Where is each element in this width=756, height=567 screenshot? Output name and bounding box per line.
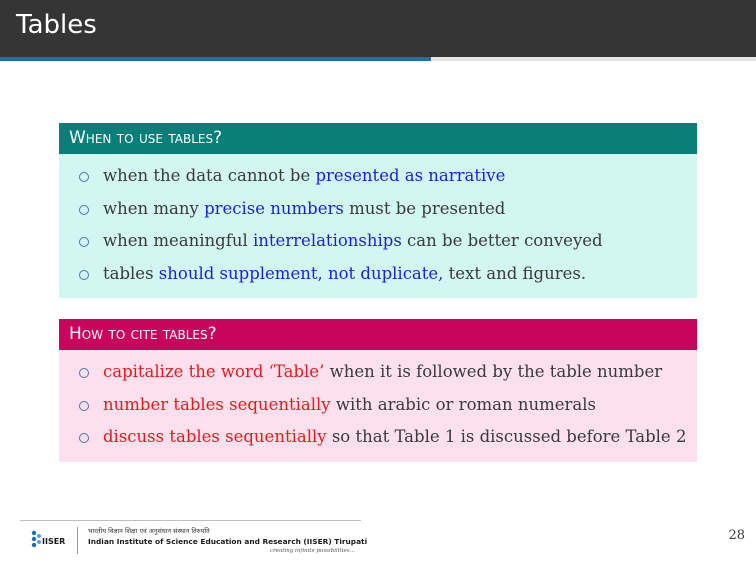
bullet-icon <box>79 205 89 215</box>
item-text: must be presented <box>343 198 506 218</box>
list-item <box>79 356 697 389</box>
svg-text:IISER: IISER <box>42 537 66 546</box>
slide-title: Tables <box>16 10 97 40</box>
progress-fill <box>0 57 431 61</box>
item-highlight: discuss tables sequentially <box>103 427 327 446</box>
item-text: tables <box>103 263 159 283</box>
bullet-icon <box>79 433 89 443</box>
bullet-icon <box>79 237 89 247</box>
when-to-use-heading-text: When to use tables? <box>69 128 223 148</box>
item-text: when it is followed by the table number <box>324 362 663 381</box>
item-text: text and figures. <box>443 263 587 283</box>
list-item <box>79 258 697 291</box>
how-to-cite-heading-text: How to cite tables? <box>69 324 217 344</box>
page-number: 28 <box>728 528 745 543</box>
how-to-cite-body <box>59 350 697 462</box>
list-item <box>79 421 697 454</box>
when-to-use-body <box>59 154 697 298</box>
item-text: when meaningful <box>103 231 253 250</box>
list-item <box>79 225 697 258</box>
institute-hindi-name: भारतीय विज्ञान शिक्षा एवं अनुसंधान संस्थान तिरुपति <box>88 527 210 535</box>
item-highlight: interrelationships <box>252 231 402 250</box>
how-to-cite-heading <box>59 319 697 350</box>
item-highlight: number tables sequentially <box>103 394 331 414</box>
bullet-icon <box>79 368 89 378</box>
when-to-use-block <box>59 123 697 298</box>
item-text: when the data cannot be <box>103 166 316 185</box>
institute-name: Indian Institute of Science Education and Research (IISER) Tirupati <box>88 537 368 546</box>
how-to-cite-block <box>59 319 697 462</box>
progress-bar <box>0 57 756 61</box>
footer-separator <box>77 527 78 554</box>
item-text: can be better conveyed <box>401 231 603 250</box>
item-highlight: precise numbers <box>204 198 344 218</box>
item-text: when many <box>103 198 205 218</box>
iiser-logo <box>28 527 68 555</box>
item-highlight: presented as narrative <box>315 166 506 185</box>
bullet-icon <box>79 172 89 182</box>
list-item <box>79 160 697 193</box>
list-item <box>79 193 697 226</box>
list-item <box>79 389 697 422</box>
item-text: so that Table 1 is discussed before Table 2 <box>326 427 687 446</box>
item-highlight: capitalize the word ‘Table’ <box>103 362 325 381</box>
bullet-icon <box>79 401 89 411</box>
when-to-use-heading <box>59 123 697 154</box>
footer-divider <box>20 520 361 521</box>
item-highlight: should supplement, not duplicate, <box>158 263 444 283</box>
item-text: with arabic or roman numerals <box>330 394 596 414</box>
institute-tagline: creating infinite possibilities... <box>270 548 355 554</box>
title-bar <box>0 0 756 57</box>
bullet-icon <box>79 270 89 280</box>
